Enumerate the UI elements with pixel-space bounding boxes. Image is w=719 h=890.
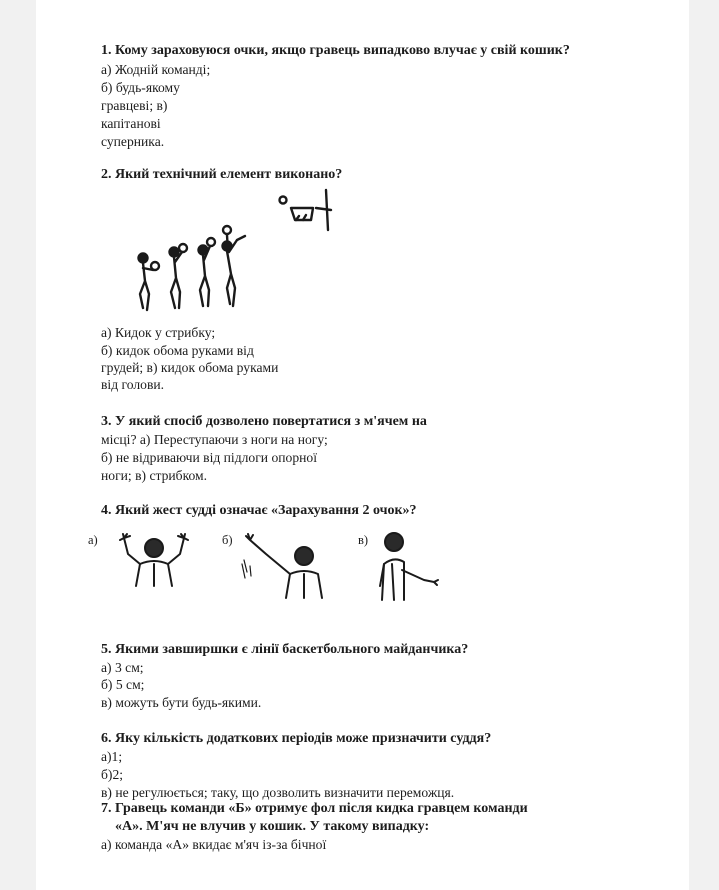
question-5-title: 5. Якими завширшки є лінії баскетбольного майданчика? [101, 642, 469, 657]
question-1-answer-line: суперника. [101, 134, 165, 149]
question-5-answer-line: в) можуть бути будь-якими. [101, 695, 262, 710]
question-7-title-continued: «А». М'яч не влучив у кошик. У такому випадку: [115, 819, 430, 834]
gesture-option-a-label: а) [88, 533, 98, 547]
question-1-answer-line: б) будь-якому [101, 80, 180, 95]
question-1-title: 1. Кому зараховуюся очки, якщо гравець випадково влучає у свій кошик? [101, 43, 570, 58]
question-1-answer-line: а) Жодній команді; [101, 62, 211, 77]
jump-shot-sequence-illustration [131, 186, 351, 316]
question-5-answer-line: а) 3 см; [101, 660, 144, 675]
gesture-option-c-label: в) [358, 533, 369, 547]
question-2-title: 2. Який технічний елемент виконано? [101, 167, 343, 182]
question-1-answer-line: гравцеві; в) [101, 98, 168, 113]
question-1-answer-line: капітанові [101, 116, 161, 131]
question-7-answer-line: а) команда «А» вкидає м'яч із-за бічної [101, 837, 327, 852]
question-3-title: 3. У який спосіб дозволено повертатися з м'ячем на [101, 414, 427, 429]
question-7-title: 7. Гравець команди «Б» отримує фол після кидка гравцем команди [101, 801, 528, 816]
question-2-answer-line: а) Кидок у стрибку; [101, 325, 216, 340]
question-5-answer-line: б) 5 см; [101, 677, 145, 692]
question-6-answer-line: б)2; [101, 767, 124, 782]
question-4-title: 4. Який жест судді означає «Зарахування 2 очок»? [101, 503, 417, 518]
question-3-answer-line: ноги; в) стрибком. [101, 468, 208, 483]
question-2-answer-line: від голови. [101, 377, 165, 392]
question-6-title: 6. Яку кількість додаткових періодів може призначити суддя? [101, 731, 492, 746]
question-2-answer-line: б) кидок обома руками від [101, 343, 254, 358]
question-3-answer-line: б) не відриваючи від підлоги опорної [101, 450, 317, 465]
question-2-answer-line: грудей; в) кидок обома руками [101, 360, 279, 375]
referee-gesture-b-illustration [236, 530, 331, 600]
question-6-answer-line: в) не регулюється; таку, що дозволить визначити переможця. [101, 785, 455, 800]
referee-gesture-c-illustration [374, 528, 444, 603]
document-page [36, 0, 689, 890]
referee-gesture-a-illustration [114, 530, 194, 590]
question-3-answer-line: місці? а) Переступаючи з ноги на ногу; [101, 432, 328, 447]
gesture-option-b-label: б) [222, 533, 233, 547]
question-6-answer-line: а)1; [101, 749, 123, 764]
